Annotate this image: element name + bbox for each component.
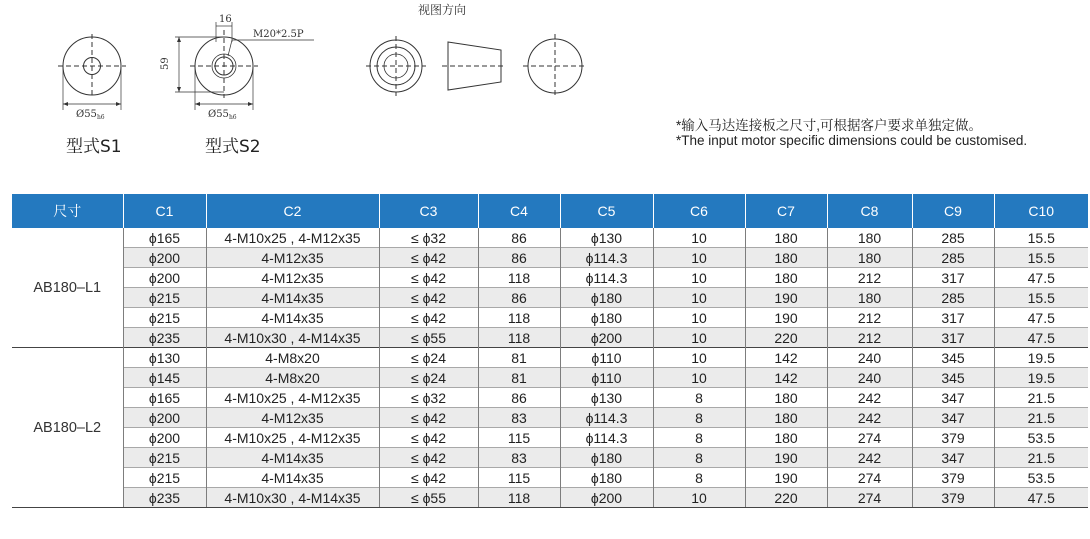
- cell-c7: 190: [745, 468, 827, 488]
- cell-c3: ≤ ϕ55: [379, 328, 478, 348]
- cell-c10: 47.5: [994, 308, 1088, 328]
- cell-c9: 285: [912, 288, 994, 308]
- cell-c7: 180: [745, 248, 827, 268]
- cell-c10: 15.5: [994, 288, 1088, 308]
- cell-c7: 220: [745, 488, 827, 508]
- cell-c2: 4-M10x25 , 4-M12x35: [206, 228, 379, 248]
- table-row: [12, 328, 1088, 348]
- cell-c3: ≤ ϕ42: [379, 288, 478, 308]
- cell-c9: 285: [912, 248, 994, 268]
- cell-c6: 10: [653, 228, 745, 248]
- cell-c6: 10: [653, 288, 745, 308]
- cell-c4: 83: [478, 448, 560, 468]
- cell-c3: ≤ ϕ42: [379, 448, 478, 468]
- cell-c7: 142: [745, 368, 827, 388]
- table-row: [12, 488, 1088, 508]
- cell-c3: ≤ ϕ55: [379, 488, 478, 508]
- cell-c3: ≤ ϕ32: [379, 228, 478, 248]
- cell-c8: 274: [827, 468, 912, 488]
- table-row: [12, 288, 1088, 308]
- s1-label: 型式S1: [66, 137, 122, 157]
- cell-c8: 274: [827, 488, 912, 508]
- cell-c3: ≤ ϕ24: [379, 348, 478, 368]
- cell-c9: 285: [912, 228, 994, 248]
- model-cell: AB180–L2: [12, 348, 123, 508]
- cell-c8: 180: [827, 248, 912, 268]
- column-header-c3: C3: [379, 194, 478, 228]
- column-header-c5: C5: [560, 194, 653, 228]
- spec-table: [12, 194, 1088, 508]
- column-header-c6: C6: [653, 194, 745, 228]
- cell-c2: 4-M12x35: [206, 268, 379, 288]
- cell-c5: ϕ180: [560, 448, 653, 468]
- cell-c1: ϕ235: [123, 488, 206, 508]
- cell-c10: 15.5: [994, 248, 1088, 268]
- cell-c10: 19.5: [994, 348, 1088, 368]
- cell-c1: ϕ200: [123, 428, 206, 448]
- table-row: [12, 448, 1088, 468]
- cell-c10: 53.5: [994, 428, 1088, 448]
- cell-c7: 180: [745, 388, 827, 408]
- cell-c2: 4-M10x25 , 4-M12x35: [206, 388, 379, 408]
- cell-c3: ≤ ϕ42: [379, 248, 478, 268]
- cell-c2: 4-M10x30 , 4-M14x35: [206, 488, 379, 508]
- cell-c9: 347: [912, 388, 994, 408]
- column-header-c2: C2: [206, 194, 379, 228]
- cell-c6: 10: [653, 348, 745, 368]
- cell-c2: 4-M10x25 , 4-M12x35: [206, 428, 379, 448]
- table-row: [12, 228, 1088, 248]
- cell-c3: ≤ ϕ42: [379, 428, 478, 448]
- cell-c1: ϕ165: [123, 228, 206, 248]
- cell-c7: 190: [745, 288, 827, 308]
- dim-59-label: 59: [160, 57, 171, 70]
- dim-thread-label: M20*2.5P: [253, 29, 304, 40]
- cell-c9: 379: [912, 488, 994, 508]
- cell-c9: 345: [912, 348, 994, 368]
- cell-c5: ϕ180: [560, 468, 653, 488]
- cell-c4: 86: [478, 248, 560, 268]
- cell-c10: 19.5: [994, 368, 1088, 388]
- table-row: [12, 248, 1088, 268]
- table-row: [12, 348, 1088, 368]
- cell-c5: ϕ110: [560, 368, 653, 388]
- cell-c4: 86: [478, 228, 560, 248]
- cell-c1: ϕ215: [123, 288, 206, 308]
- cell-c8: 242: [827, 388, 912, 408]
- cell-c5: ϕ114.3: [560, 248, 653, 268]
- cell-c8: 212: [827, 268, 912, 288]
- cell-c6: 10: [653, 268, 745, 288]
- cell-c3: ≤ ϕ42: [379, 468, 478, 488]
- cell-c4: 115: [478, 468, 560, 488]
- cell-c4: 118: [478, 328, 560, 348]
- table-row: [12, 468, 1088, 488]
- cell-c8: 274: [827, 428, 912, 448]
- cell-c10: 15.5: [994, 228, 1088, 248]
- cell-c6: 8: [653, 468, 745, 488]
- column-header-size: 尺寸: [12, 194, 123, 228]
- cell-c8: 212: [827, 308, 912, 328]
- cell-c2: 4-M14x35: [206, 288, 379, 308]
- cell-c6: 8: [653, 428, 745, 448]
- cell-c3: ≤ ϕ42: [379, 268, 478, 288]
- cell-c9: 317: [912, 268, 994, 288]
- cell-c7: 220: [745, 328, 827, 348]
- cell-c9: 347: [912, 448, 994, 468]
- cell-c7: 190: [745, 448, 827, 468]
- view-direction-drawing: [366, 34, 587, 98]
- cell-c10: 21.5: [994, 448, 1088, 468]
- cell-c10: 53.5: [994, 468, 1088, 488]
- cell-c6: 10: [653, 368, 745, 388]
- cell-c1: ϕ165: [123, 388, 206, 408]
- cell-c2: 4-M10x30 , 4-M14x35: [206, 328, 379, 348]
- cell-c5: ϕ114.3: [560, 408, 653, 428]
- note-cn: *输入马达连接板之尺寸,可根据客户要求单独定做。: [676, 118, 983, 133]
- column-header-c10: C10: [994, 194, 1088, 228]
- cell-c8: 180: [827, 288, 912, 308]
- cell-c6: 8: [653, 448, 745, 468]
- cell-c6: 10: [653, 248, 745, 268]
- cell-c8: 180: [827, 228, 912, 248]
- s1-drawing: [58, 34, 126, 110]
- s2-label: 型式S2: [205, 137, 261, 157]
- cell-c6: 8: [653, 408, 745, 428]
- cell-c3: ≤ ϕ42: [379, 408, 478, 428]
- table-header-row: [12, 194, 1088, 228]
- cell-c10: 21.5: [994, 388, 1088, 408]
- dim-16-label: 16: [219, 14, 232, 25]
- cell-c9: 379: [912, 428, 994, 448]
- view-direction-title: 视图方向: [418, 3, 467, 17]
- cell-c4: 118: [478, 268, 560, 288]
- table-row: [12, 368, 1088, 388]
- cell-c5: ϕ180: [560, 288, 653, 308]
- cell-c2: 4-M14x35: [206, 468, 379, 488]
- cell-c2: 4-M8x20: [206, 368, 379, 388]
- cell-c7: 180: [745, 428, 827, 448]
- dim-dia-s2-label: $Ø55_{h6}$: [208, 109, 237, 121]
- cell-c10: 47.5: [994, 488, 1088, 508]
- cell-c6: 10: [653, 488, 745, 508]
- cell-c4: 118: [478, 488, 560, 508]
- table-row: [12, 388, 1088, 408]
- cell-c2: 4-M14x35: [206, 308, 379, 328]
- cell-c1: ϕ215: [123, 468, 206, 488]
- table-row: [12, 428, 1088, 448]
- cell-c4: 115: [478, 428, 560, 448]
- column-header-c7: C7: [745, 194, 827, 228]
- cell-c5: ϕ200: [560, 488, 653, 508]
- table-row: [12, 308, 1088, 328]
- cell-c2: 4-M12x35: [206, 408, 379, 428]
- cell-c4: 81: [478, 348, 560, 368]
- cell-c9: 379: [912, 468, 994, 488]
- cell-c4: 86: [478, 388, 560, 408]
- cell-c1: ϕ200: [123, 248, 206, 268]
- cell-c5: ϕ110: [560, 348, 653, 368]
- cell-c5: ϕ130: [560, 228, 653, 248]
- cell-c2: 4-M8x20: [206, 348, 379, 368]
- cell-c4: 83: [478, 408, 560, 428]
- cell-c1: ϕ200: [123, 408, 206, 428]
- cell-c6: 8: [653, 388, 745, 408]
- cell-c3: ≤ ϕ42: [379, 308, 478, 328]
- cell-c5: ϕ114.3: [560, 428, 653, 448]
- cell-c1: ϕ130: [123, 348, 206, 368]
- cell-c10: 47.5: [994, 268, 1088, 288]
- cell-c5: ϕ180: [560, 308, 653, 328]
- cell-c5: ϕ114.3: [560, 268, 653, 288]
- cell-c4: 86: [478, 288, 560, 308]
- cell-c8: 242: [827, 448, 912, 468]
- cell-c10: 47.5: [994, 328, 1088, 348]
- column-header-c4: C4: [478, 194, 560, 228]
- model-cell: AB180–L1: [12, 228, 123, 348]
- cell-c7: 180: [745, 408, 827, 428]
- drawings-area: [0, 0, 1090, 195]
- technical-drawing: [0, 0, 1090, 195]
- cell-c1: ϕ200: [123, 268, 206, 288]
- table-row: [12, 268, 1088, 288]
- cell-c2: 4-M12x35: [206, 248, 379, 268]
- cell-c6: 10: [653, 308, 745, 328]
- cell-c4: 81: [478, 368, 560, 388]
- cell-c10: 21.5: [994, 408, 1088, 428]
- cell-c8: 212: [827, 328, 912, 348]
- customisation-note: [676, 118, 1027, 148]
- cell-c7: 180: [745, 228, 827, 248]
- column-header-c9: C9: [912, 194, 994, 228]
- cell-c4: 118: [478, 308, 560, 328]
- cell-c8: 240: [827, 348, 912, 368]
- cell-c9: 345: [912, 368, 994, 388]
- dim-dia-s1-label: $Ø55_{h6}$: [76, 109, 105, 121]
- cell-c8: 242: [827, 408, 912, 428]
- cell-c2: 4-M14x35: [206, 448, 379, 468]
- note-en: *The input motor specific dimensions could be customised.: [676, 133, 1028, 148]
- cell-c7: 180: [745, 268, 827, 288]
- cell-c3: ≤ ϕ24: [379, 368, 478, 388]
- cell-c5: ϕ130: [560, 388, 653, 408]
- table-row: [12, 408, 1088, 428]
- cell-c5: ϕ200: [560, 328, 653, 348]
- cell-c1: ϕ145: [123, 368, 206, 388]
- cell-c9: 317: [912, 328, 994, 348]
- cell-c7: 190: [745, 308, 827, 328]
- cell-c6: 10: [653, 328, 745, 348]
- cell-c1: ϕ215: [123, 448, 206, 468]
- cell-c1: ϕ215: [123, 308, 206, 328]
- cell-c1: ϕ235: [123, 328, 206, 348]
- cell-c9: 317: [912, 308, 994, 328]
- column-header-c1: C1: [123, 194, 206, 228]
- cell-c8: 240: [827, 368, 912, 388]
- column-header-c8: C8: [827, 194, 912, 228]
- cell-c3: ≤ ϕ32: [379, 388, 478, 408]
- cell-c7: 142: [745, 348, 827, 368]
- cell-c9: 347: [912, 408, 994, 428]
